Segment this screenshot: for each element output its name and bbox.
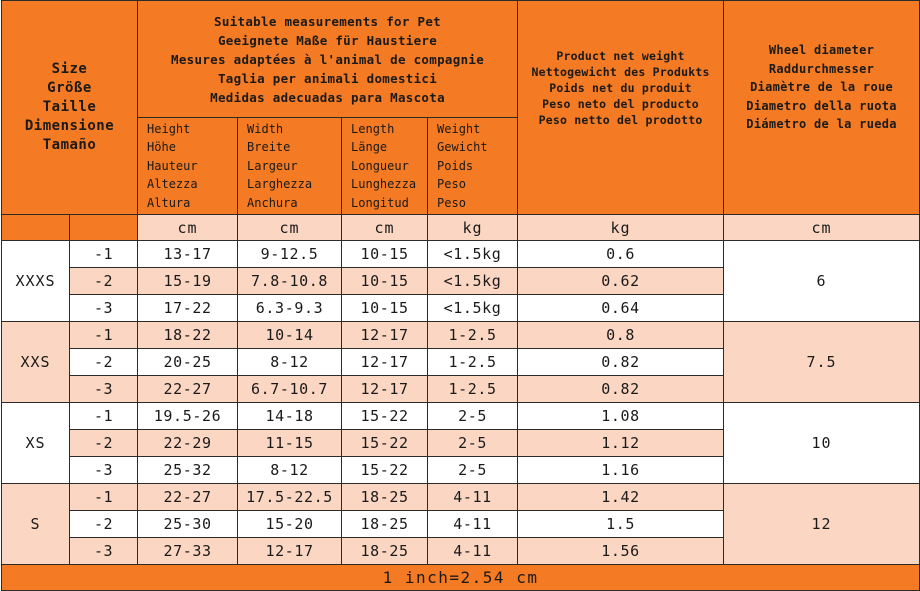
height-unit: cm [138, 215, 238, 241]
header-line: Largeur [247, 158, 298, 173]
height-cell: 22-29 [138, 430, 238, 457]
weight-cell: <1.5kg [428, 268, 518, 295]
length-cell: 15-22 [342, 403, 428, 430]
header-line: Width [247, 121, 284, 136]
net-weight-cell: 0.64 [518, 295, 724, 322]
width-cell: 10-14 [238, 322, 342, 349]
length-cell: 12-17 [342, 376, 428, 403]
width-cell: 6.3-9.3 [238, 295, 342, 322]
header-line: Größe [47, 80, 92, 96]
length-cell: 18-25 [342, 484, 428, 511]
net-weight-cell: 1.12 [518, 430, 724, 457]
header-line: Poids net du produit [549, 80, 692, 95]
header-line: Taille [42, 99, 97, 115]
sub-size-cell: -2 [70, 349, 138, 376]
header-line: Breite [247, 140, 291, 155]
height-header [138, 118, 238, 215]
units-row [2, 215, 920, 241]
wheel-diameter-header [724, 1, 920, 215]
net-weight-cell: 1.5 [518, 511, 724, 538]
width-header [238, 118, 342, 215]
header-line: Height [147, 121, 191, 136]
width-unit: cm [238, 215, 342, 241]
net-weight-unit: kg [518, 215, 724, 241]
length-cell: 18-25 [342, 538, 428, 565]
sub-size-cell: -1 [70, 322, 138, 349]
net-weight-cell: 1.08 [518, 403, 724, 430]
net-weight-cell: 0.6 [518, 241, 724, 268]
header-line: Höhe [147, 140, 176, 155]
length-cell: 10-15 [342, 295, 428, 322]
length-header [342, 118, 428, 215]
sub-size-cell: -3 [70, 376, 138, 403]
sub-size-cell: -1 [70, 241, 138, 268]
weight-cell: 1-2.5 [428, 376, 518, 403]
header-line: Longitud [351, 195, 409, 210]
header-line: Diametro della ruota [746, 98, 897, 113]
header-line: Dimensione [24, 118, 115, 134]
header-line: Wheel diameter [768, 43, 875, 58]
header-line: Diámetro de la rueda [746, 117, 897, 132]
table-row [2, 484, 920, 511]
width-cell: 9-12.5 [238, 241, 342, 268]
net-weight-cell: 0.8 [518, 322, 724, 349]
header-line: Mesures adaptées à l'animal de compagnie [171, 51, 485, 67]
header-line: Gewicht [437, 140, 488, 155]
width-cell: 12-17 [238, 538, 342, 565]
size-group-label: XXS [2, 322, 70, 403]
height-cell: 17-22 [138, 295, 238, 322]
measurements-header [138, 1, 518, 118]
width-cell: 6.7-10.7 [238, 376, 342, 403]
width-cell: 8-12 [238, 457, 342, 484]
header-line: Peso [437, 177, 466, 192]
width-cell: 8-12 [238, 349, 342, 376]
weight-cell: 4-11 [428, 484, 518, 511]
net-weight-cell: 1.42 [518, 484, 724, 511]
width-cell: 14-18 [238, 403, 342, 430]
net-weight-cell: 1.56 [518, 538, 724, 565]
table-row [2, 241, 920, 268]
wheel-diameter-cell: 7.5 [724, 322, 920, 403]
height-cell: 25-32 [138, 457, 238, 484]
height-cell: 15-19 [138, 268, 238, 295]
height-cell: 18-22 [138, 322, 238, 349]
weight-cell: 2-5 [428, 430, 518, 457]
table-row [2, 403, 920, 430]
height-cell: 27-33 [138, 538, 238, 565]
net-weight-cell: 0.82 [518, 349, 724, 376]
net-weight-cell: 0.62 [518, 268, 724, 295]
weight-cell: 2-5 [428, 457, 518, 484]
header-line: Length [351, 121, 395, 136]
length-cell: 15-22 [342, 457, 428, 484]
length-unit: cm [342, 215, 428, 241]
sub-size-cell: -3 [70, 295, 138, 322]
weight-cell: 4-11 [428, 538, 518, 565]
header-line: Hauteur [147, 158, 198, 173]
sub-size-cell: -3 [70, 538, 138, 565]
header-line: Peso netto del prodotto [538, 112, 703, 127]
length-cell: 12-17 [342, 349, 428, 376]
wheel-unit: cm [724, 215, 920, 241]
header-line: Size [51, 61, 88, 77]
length-cell: 12-17 [342, 322, 428, 349]
weight-unit: kg [428, 215, 518, 241]
height-cell: 22-27 [138, 484, 238, 511]
header-line: Raddurchmesser [768, 61, 875, 76]
sub-size-cell: -1 [70, 484, 138, 511]
width-cell: 17.5-22.5 [238, 484, 342, 511]
length-cell: 10-15 [342, 268, 428, 295]
sub-size-cell: -2 [70, 268, 138, 295]
header-line: Altura [147, 195, 191, 210]
header-line: Lunghezza [351, 177, 417, 192]
length-cell: 15-22 [342, 430, 428, 457]
width-cell: 15-20 [238, 511, 342, 538]
header-line: Larghezza [247, 177, 313, 192]
width-cell: 7.8-10.8 [238, 268, 342, 295]
wheel-diameter-cell: 6 [724, 241, 920, 322]
header-line: Suitable measurements for Pet [214, 13, 441, 29]
table-row [2, 322, 920, 349]
size-group-label: XXXS [2, 241, 70, 322]
footer-row [2, 565, 920, 591]
conversion-note: 1 inch=2.54 cm [2, 565, 920, 591]
net-weight-cell: 1.16 [518, 457, 724, 484]
weight-header [428, 118, 518, 215]
wheel-diameter-cell: 10 [724, 403, 920, 484]
header-line: Medidas adecuadas para Mascota [210, 89, 445, 105]
height-cell: 20-25 [138, 349, 238, 376]
weight-cell: <1.5kg [428, 241, 518, 268]
net-weight-cell: 0.82 [518, 376, 724, 403]
height-cell: 13-17 [138, 241, 238, 268]
weight-cell: 2-5 [428, 403, 518, 430]
length-cell: 10-15 [342, 241, 428, 268]
header-line: Longueur [351, 158, 409, 173]
header-line: Länge [351, 140, 388, 155]
net-weight-header [518, 1, 724, 215]
header-line: Product net weight [556, 48, 685, 63]
length-cell: 18-25 [342, 511, 428, 538]
size-group-label: XS [2, 403, 70, 484]
size-header [2, 1, 138, 215]
size-group-label: S [2, 484, 70, 565]
header-line: Nettogewicht des Produkts [531, 64, 710, 79]
header-line: Altezza [147, 177, 198, 192]
header-line: Taglia per animali domestici [217, 70, 438, 86]
sub-size-cell: -1 [70, 403, 138, 430]
header-line: Anchura [247, 195, 298, 210]
height-cell: 19.5-26 [138, 403, 238, 430]
wheel-diameter-cell: 12 [724, 484, 920, 565]
size-chart-table [1, 0, 920, 591]
height-cell: 22-27 [138, 376, 238, 403]
sub-size-cell: -3 [70, 457, 138, 484]
header-line: Weight [437, 121, 481, 136]
header-line: Peso [437, 195, 466, 210]
weight-cell: 4-11 [428, 511, 518, 538]
sub-size-cell: -2 [70, 511, 138, 538]
header-line: Diamètre de la roue [750, 80, 894, 95]
header-line: Peso neto del producto [542, 96, 699, 111]
header-line: Poids [437, 158, 474, 173]
height-cell: 25-30 [138, 511, 238, 538]
weight-cell: 1-2.5 [428, 349, 518, 376]
weight-cell: <1.5kg [428, 295, 518, 322]
header-line: Geeignete Maße für Haustiere [217, 32, 438, 48]
weight-cell: 1-2.5 [428, 322, 518, 349]
header-line: Tamaño [42, 137, 97, 153]
sub-size-cell: -2 [70, 430, 138, 457]
width-cell: 11-15 [238, 430, 342, 457]
